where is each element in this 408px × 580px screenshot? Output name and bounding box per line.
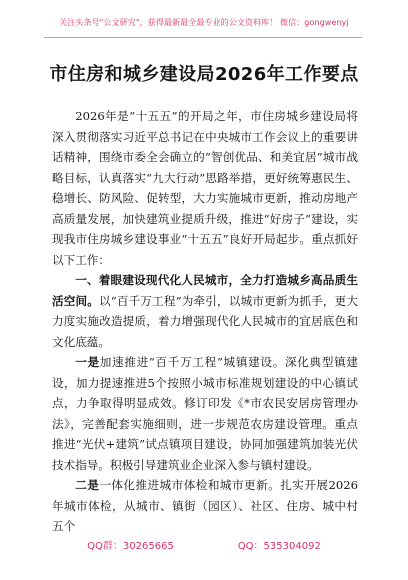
section-1-text: 以“百千万工程”为牵引，以城市更新为抓手，更大力度实施改造提质，着力增强现代化人民城市的宜居底色和文化底蕴。: [52, 293, 358, 349]
footer-qq: QQ：535304092: [237, 541, 321, 552]
document-body: [52, 106, 358, 537]
item-1-text: 加速推进“百千万工程”城镇建设。深化典型镇建设，加力提速推进5个按照小城市标准规划建设的中心镇试点，力争取得明显成效。修订印发《*市农民安居房管理办法》，完善配套实施细则，进一步规范农房建设管理。重点推进“光伏+建筑”试点镇项目建设，协同加强建筑加装光伏技术指导。积极引导建筑业企业深入参与镇村建设。: [52, 355, 358, 472]
footer: [0, 537, 408, 552]
item-2-lead: 二是: [75, 478, 100, 492]
document-title: 市住房和城乡建设局2026年工作要点: [49, 64, 359, 85]
intro-paragraph: 2026年是“十五五”的开局之年，市住房城乡建设局将深入贯彻落实习近平总书记在中央城市工作会议上的重要讲话精神，围绕市委全会确立的“智创优品、和美宜居”城市战略目标，认真落实“九大行动”思路举措，更好统筹惠民生、稳增长、防风险、促转型，大力实施城市更新，推动房地产高质量发展，加快建筑业提质升级，推进“好房子”建设，实现我市住房城乡建设事业“十五五”良好开局起步。重点抓好以下工作：: [52, 109, 358, 267]
item-2-text: 一体化推进城市体检和城市更新。扎实开展2026年城市体检，从城市、镇街（园区）、社区、住房、城中村五个: [52, 478, 358, 533]
item-1-paragraph: [52, 352, 358, 475]
section-1-paragraph: [52, 270, 358, 352]
section-1-heading: 一、着眼建设现代化人民城市，全力打造城乡高品质生活空间。: [52, 273, 358, 308]
item-1-lead: 一是: [75, 355, 100, 369]
header-divider: [44, 37, 362, 38]
header-banner: 关注头条号"公文研究"，获得最新最全最专业的公文资料库！ 微信：gongwenyj: [59, 18, 349, 27]
footer-qq-group: QQ群：30265665: [87, 541, 174, 552]
item-2-paragraph: [52, 475, 358, 537]
